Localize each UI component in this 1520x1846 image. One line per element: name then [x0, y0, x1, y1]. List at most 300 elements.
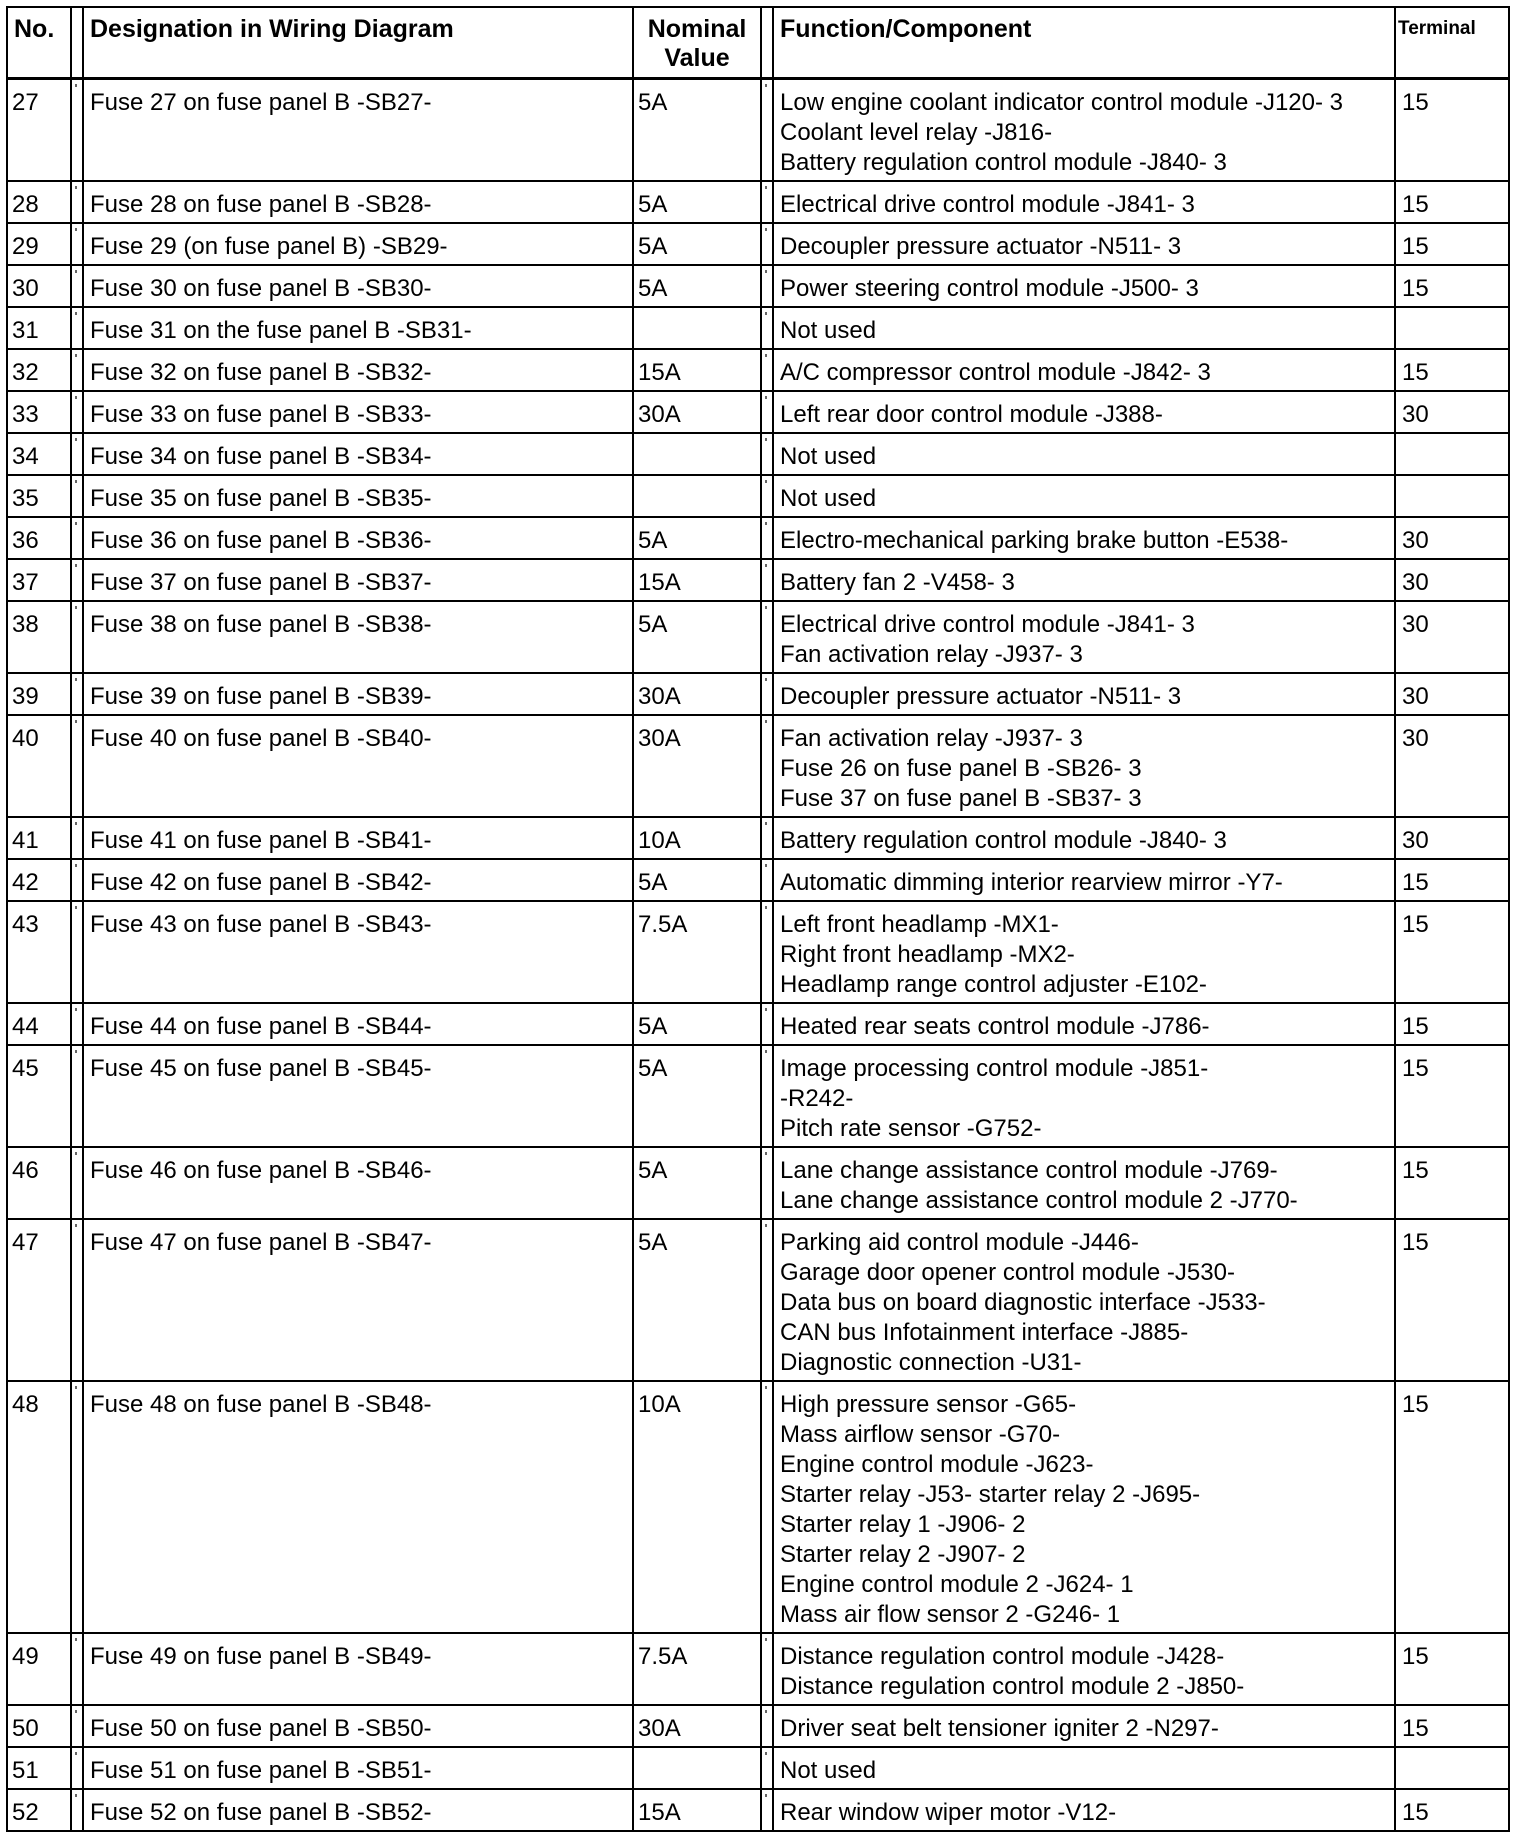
fuse-row-30: [7, 265, 1509, 307]
function-component-line: Battery fan 2 -V458- 3: [780, 569, 1015, 596]
cell-marker: [75, 822, 77, 825]
fuse-nominal-value: 15A: [633, 349, 761, 391]
header-nominal-line2: Value: [664, 44, 730, 72]
cell-marker: [75, 312, 77, 315]
cell-marker: [765, 1152, 767, 1155]
function-component-line: Fan activation relay -J937- 3: [780, 641, 1083, 668]
fuse-nominal-value: 15A: [633, 559, 761, 601]
function-component-line: -R242-: [780, 1085, 854, 1112]
fuse-number: 41: [7, 817, 71, 859]
fuse-row-50: [7, 1705, 1509, 1747]
fuse-function-components: [773, 1003, 1395, 1045]
row-spacer: [761, 223, 773, 265]
function-component-line: Battery regulation control module -J840- 3: [780, 149, 1227, 176]
cell-marker: [75, 1638, 77, 1641]
row-spacer: [71, 1747, 83, 1789]
fuse-terminal: 15: [1395, 1381, 1509, 1633]
cell-marker: [75, 1710, 77, 1713]
function-component-line: Battery regulation control module -J840- 3: [780, 827, 1227, 854]
cell-marker: [75, 270, 77, 273]
function-component-line: Coolant level relay -J816-: [780, 119, 1053, 146]
fuse-designation: Fuse 36 on fuse panel B -SB36-: [83, 517, 633, 559]
fuse-row-36: [7, 517, 1509, 559]
row-spacer: [761, 349, 773, 391]
fuse-terminal: 15: [1395, 1045, 1509, 1147]
row-spacer: [71, 1633, 83, 1705]
fuse-designation: Fuse 27 on fuse panel B -SB27-: [83, 79, 633, 182]
fuse-row-40: [7, 715, 1509, 817]
header-designation: Designation in Wiring Diagram: [83, 7, 633, 79]
fuse-nominal-value: 5A: [633, 265, 761, 307]
cell-marker: [75, 438, 77, 441]
function-component-line: CAN bus Infotainment interface -J885-: [780, 1319, 1189, 1346]
fuse-designation: Fuse 42 on fuse panel B -SB42-: [83, 859, 633, 901]
fuse-function-components: [773, 181, 1395, 223]
fuse-function-components: [773, 391, 1395, 433]
cell-marker: [75, 678, 77, 681]
function-component-line: Power steering control module -J500- 3: [780, 275, 1199, 302]
fuse-row-47: [7, 1219, 1509, 1381]
row-spacer: [761, 1633, 773, 1705]
fuse-terminal: 15: [1395, 1633, 1509, 1705]
cell-marker: [765, 1752, 767, 1755]
fuse-number: 27: [7, 79, 71, 182]
fuse-terminal: 15: [1395, 1789, 1509, 1831]
fuse-number: 31: [7, 307, 71, 349]
fuse-designation: Fuse 29 (on fuse panel B) -SB29-: [83, 223, 633, 265]
fuse-function-components: [773, 1147, 1395, 1219]
function-component-line: Starter relay 1 -J906- 2: [780, 1511, 1026, 1538]
row-spacer: [71, 181, 83, 223]
row-spacer: [71, 391, 83, 433]
header-spacer: [71, 7, 83, 79]
fuse-nominal-value: 5A: [633, 1147, 761, 1219]
fuse-nominal-value: [633, 307, 761, 349]
fuse-terminal: 15: [1395, 265, 1509, 307]
fuse-terminal: [1395, 475, 1509, 517]
fuse-function-components: [773, 307, 1395, 349]
fuse-designation: Fuse 40 on fuse panel B -SB40-: [83, 715, 633, 817]
cell-marker: [75, 396, 77, 399]
function-component-line: Fan activation relay -J937- 3: [780, 725, 1083, 752]
fuse-row-41: [7, 817, 1509, 859]
fuse-number: 45: [7, 1045, 71, 1147]
fuse-terminal: 30: [1395, 715, 1509, 817]
fuse-function-components: [773, 1381, 1395, 1633]
row-spacer: [71, 715, 83, 817]
row-spacer: [71, 601, 83, 673]
fuse-number: 44: [7, 1003, 71, 1045]
fuse-row-52: [7, 1789, 1509, 1831]
fuse-number: 38: [7, 601, 71, 673]
fuse-terminal: 30: [1395, 391, 1509, 433]
fuse-function-components: [773, 901, 1395, 1003]
fuse-function-components: [773, 1045, 1395, 1147]
header-function: Function/Component: [773, 7, 1395, 79]
fuse-number: 33: [7, 391, 71, 433]
fuse-nominal-value: [633, 433, 761, 475]
fuse-row-46: [7, 1147, 1509, 1219]
row-spacer: [761, 1045, 773, 1147]
function-component-line: A/C compressor control module -J842- 3: [780, 359, 1211, 386]
cell-marker: [75, 1152, 77, 1155]
cell-marker: [75, 1794, 77, 1797]
fuse-nominal-value: 7.5A: [633, 901, 761, 1003]
function-component-line: Distance regulation control module 2 -J850-: [780, 1673, 1245, 1700]
fuse-terminal: [1395, 307, 1509, 349]
fuse-row-39: [7, 673, 1509, 715]
fuse-table: [6, 6, 1510, 1832]
fuse-nominal-value: 30A: [633, 1705, 761, 1747]
function-component-line: Parking aid control module -J446-: [780, 1229, 1139, 1256]
function-component-line: Left rear door control module -J388-: [780, 401, 1163, 428]
function-component-line: Fuse 37 on fuse panel B -SB37- 3: [780, 785, 1142, 812]
row-spacer: [71, 901, 83, 1003]
header-terminal: Terminal: [1395, 7, 1509, 79]
fuse-row-29: [7, 223, 1509, 265]
fuse-nominal-value: 15A: [633, 1789, 761, 1831]
cell-marker: [75, 354, 77, 357]
fuse-number: 36: [7, 517, 71, 559]
fuse-terminal: 15: [1395, 1705, 1509, 1747]
fuse-nominal-value: 10A: [633, 817, 761, 859]
fuse-nominal-value: 5A: [633, 223, 761, 265]
cell-marker: [75, 564, 77, 567]
row-spacer: [71, 307, 83, 349]
function-component-line: Garage door opener control module -J530-: [780, 1259, 1235, 1286]
row-spacer: [761, 715, 773, 817]
cell-marker: [765, 678, 767, 681]
fuse-row-38: [7, 601, 1509, 673]
row-spacer: [71, 223, 83, 265]
fuse-function-components: [773, 433, 1395, 475]
row-spacer: [761, 901, 773, 1003]
cell-marker: [765, 354, 767, 357]
fuse-number: 35: [7, 475, 71, 517]
cell-marker: [75, 1224, 77, 1227]
function-component-line: Not used: [780, 1757, 877, 1784]
cell-marker: [765, 270, 767, 273]
function-component-line: Starter relay 2 -J907- 2: [780, 1541, 1026, 1568]
fuse-row-33: [7, 391, 1509, 433]
fuse-row-43: [7, 901, 1509, 1003]
fuse-nominal-value: 30A: [633, 391, 761, 433]
row-spacer: [761, 859, 773, 901]
function-component-line: Automatic dimming interior rearview mirror -Y7-: [780, 869, 1283, 896]
function-component-line: Right front headlamp -MX2-: [780, 941, 1075, 968]
fuse-row-35: [7, 475, 1509, 517]
row-spacer: [71, 265, 83, 307]
cell-marker: [765, 1050, 767, 1053]
fuse-nominal-value: [633, 475, 761, 517]
fuse-number: 34: [7, 433, 71, 475]
row-spacer: [71, 559, 83, 601]
function-component-line: Low engine coolant indicator control module -J120- 3: [780, 89, 1344, 116]
fuse-number: 46: [7, 1147, 71, 1219]
row-spacer: [761, 1789, 773, 1831]
function-component-line: High pressure sensor -G65-: [780, 1391, 1077, 1418]
fuse-function-components: [773, 817, 1395, 859]
fuse-nominal-value: 5A: [633, 1003, 761, 1045]
function-component-line: Not used: [780, 317, 877, 344]
header-no: No.: [7, 7, 71, 79]
fuse-designation: Fuse 33 on fuse panel B -SB33-: [83, 391, 633, 433]
fuse-nominal-value: 5A: [633, 1045, 761, 1147]
row-spacer: [761, 79, 773, 182]
fuse-nominal-value: 5A: [633, 181, 761, 223]
fuse-designation: Fuse 49 on fuse panel B -SB49-: [83, 1633, 633, 1705]
fuse-number: 32: [7, 349, 71, 391]
row-spacer: [71, 79, 83, 182]
row-spacer: [71, 1705, 83, 1747]
fuse-terminal: 15: [1395, 1003, 1509, 1045]
cell-marker: [765, 1710, 767, 1713]
function-component-line: Pitch rate sensor -G752-: [780, 1115, 1042, 1142]
fuse-function-components: [773, 517, 1395, 559]
fuse-nominal-value: [633, 1747, 761, 1789]
fuse-nominal-value: 30A: [633, 715, 761, 817]
row-spacer: [761, 265, 773, 307]
fuse-row-27: [7, 79, 1509, 182]
fuse-terminal: 15: [1395, 1147, 1509, 1219]
fuse-number: 30: [7, 265, 71, 307]
fuse-function-components: [773, 349, 1395, 391]
function-component-line: Electrical drive control module -J841- 3: [780, 191, 1195, 218]
row-spacer: [761, 475, 773, 517]
fuse-designation: Fuse 38 on fuse panel B -SB38-: [83, 601, 633, 673]
fuse-designation: Fuse 30 on fuse panel B -SB30-: [83, 265, 633, 307]
fuse-terminal: 15: [1395, 349, 1509, 391]
function-component-line: Driver seat belt tensioner igniter 2 -N297-: [780, 1715, 1219, 1742]
function-component-line: Decoupler pressure actuator -N511- 3: [780, 683, 1182, 710]
cell-marker: [75, 720, 77, 723]
function-component-line: Heated rear seats control module -J786-: [780, 1013, 1210, 1040]
cell-marker: [765, 606, 767, 609]
fuse-nominal-value: 10A: [633, 1381, 761, 1633]
cell-marker: [75, 480, 77, 483]
fuse-designation: Fuse 37 on fuse panel B -SB37-: [83, 559, 633, 601]
cell-marker: [765, 312, 767, 315]
cell-marker: [765, 522, 767, 525]
row-spacer: [71, 1219, 83, 1381]
fuse-number: 37: [7, 559, 71, 601]
cell-marker: [765, 864, 767, 867]
fuse-function-components: [773, 475, 1395, 517]
function-component-line: Not used: [780, 485, 877, 512]
function-component-line: Electro-mechanical parking brake button -E538-: [780, 527, 1289, 554]
fuse-function-components: [773, 673, 1395, 715]
fuse-number: 29: [7, 223, 71, 265]
fuse-row-34: [7, 433, 1509, 475]
row-spacer: [71, 433, 83, 475]
fuse-terminal: 15: [1395, 1219, 1509, 1381]
cell-marker: [75, 1050, 77, 1053]
row-spacer: [761, 1219, 773, 1381]
fuse-row-49: [7, 1633, 1509, 1705]
fuse-designation: Fuse 32 on fuse panel B -SB32-: [83, 349, 633, 391]
function-component-line: Diagnostic connection -U31-: [780, 1349, 1082, 1376]
fuse-nominal-value: 5A: [633, 79, 761, 182]
fuse-terminal: 15: [1395, 181, 1509, 223]
fuse-row-51: [7, 1747, 1509, 1789]
fuse-designation: Fuse 48 on fuse panel B -SB48-: [83, 1381, 633, 1633]
function-component-line: Not used: [780, 443, 877, 470]
fuse-designation: Fuse 31 on the fuse panel B -SB31-: [83, 307, 633, 349]
fuse-function-components: [773, 559, 1395, 601]
row-spacer: [71, 859, 83, 901]
fuse-function-components: [773, 1705, 1395, 1747]
function-component-line: Headlamp range control adjuster -E102-: [780, 971, 1207, 998]
function-component-line: Decoupler pressure actuator -N511- 3: [780, 233, 1182, 260]
row-spacer: [71, 1045, 83, 1147]
cell-marker: [765, 1638, 767, 1641]
row-spacer: [71, 475, 83, 517]
function-component-line: Data bus on board diagnostic interface -J533-: [780, 1289, 1266, 1316]
function-component-line: Rear window wiper motor -V12-: [780, 1799, 1117, 1826]
cell-marker: [765, 1224, 767, 1227]
row-spacer: [761, 1003, 773, 1045]
fuse-function-components: [773, 265, 1395, 307]
function-component-line: Distance regulation control module -J428-: [780, 1643, 1225, 1670]
cell-marker: [765, 906, 767, 909]
function-component-line: Fuse 26 on fuse panel B -SB26- 3: [780, 755, 1142, 782]
row-spacer: [71, 349, 83, 391]
cell-marker: [75, 1752, 77, 1755]
fuse-terminal: 15: [1395, 79, 1509, 182]
fuse-number: 50: [7, 1705, 71, 1747]
fuse-nominal-value: 5A: [633, 1219, 761, 1381]
fuse-terminal: [1395, 433, 1509, 475]
fuse-number: 51: [7, 1747, 71, 1789]
row-spacer: [761, 433, 773, 475]
fuse-number: 28: [7, 181, 71, 223]
fuse-designation: Fuse 35 on fuse panel B -SB35-: [83, 475, 633, 517]
cell-marker: [75, 522, 77, 525]
fuse-number: 42: [7, 859, 71, 901]
row-spacer: [71, 673, 83, 715]
fuse-number: 40: [7, 715, 71, 817]
function-component-line: Electrical drive control module -J841- 3: [780, 611, 1195, 638]
cell-marker: [75, 606, 77, 609]
fuse-designation: Fuse 34 on fuse panel B -SB34-: [83, 433, 633, 475]
cell-marker: [765, 1386, 767, 1389]
cell-marker: [75, 1008, 77, 1011]
fuse-row-45: [7, 1045, 1509, 1147]
cell-marker: [765, 720, 767, 723]
fuse-terminal: 15: [1395, 859, 1509, 901]
row-spacer: [71, 1147, 83, 1219]
row-spacer: [761, 1705, 773, 1747]
fuse-function-components: [773, 601, 1395, 673]
fuse-function-components: [773, 79, 1395, 182]
fuse-row-37: [7, 559, 1509, 601]
fuse-terminal: 15: [1395, 901, 1509, 1003]
header-nominal-value: [633, 7, 761, 79]
header-nominal-line1: Nominal: [647, 15, 747, 43]
row-spacer: [761, 601, 773, 673]
fuse-function-components: [773, 1219, 1395, 1381]
function-component-line: Mass airflow sensor -G70-: [780, 1421, 1061, 1448]
row-spacer: [71, 517, 83, 559]
fuse-designation: Fuse 45 on fuse panel B -SB45-: [83, 1045, 633, 1147]
fuse-designation: Fuse 41 on fuse panel B -SB41-: [83, 817, 633, 859]
fuse-designation: Fuse 44 on fuse panel B -SB44-: [83, 1003, 633, 1045]
fuse-designation: Fuse 46 on fuse panel B -SB46-: [83, 1147, 633, 1219]
cell-marker: [765, 228, 767, 231]
fuse-row-42: [7, 859, 1509, 901]
fuse-nominal-value: 5A: [633, 517, 761, 559]
fuse-row-48: [7, 1381, 1509, 1633]
fuse-terminal: 15: [1395, 223, 1509, 265]
row-spacer: [71, 1381, 83, 1633]
row-spacer: [761, 1147, 773, 1219]
fuse-function-components: [773, 1633, 1395, 1705]
cell-marker: [765, 1794, 767, 1797]
fuse-number: 43: [7, 901, 71, 1003]
cell-marker: [765, 186, 767, 189]
row-spacer: [761, 307, 773, 349]
row-spacer: [71, 817, 83, 859]
cell-marker: [765, 822, 767, 825]
function-component-line: Engine control module -J623-: [780, 1451, 1094, 1478]
cell-marker: [75, 186, 77, 189]
function-component-line: Left front headlamp -MX1-: [780, 911, 1059, 938]
fuse-terminal: 30: [1395, 673, 1509, 715]
function-component-line: Starter relay -J53- starter relay 2 -J695-: [780, 1481, 1201, 1508]
cell-marker: [765, 84, 767, 87]
fuse-number: 48: [7, 1381, 71, 1633]
fuse-function-components: [773, 715, 1395, 817]
function-component-line: Mass air flow sensor 2 -G246- 1: [780, 1601, 1121, 1628]
cell-marker: [765, 564, 767, 567]
header-row: [7, 7, 1509, 79]
fuse-nominal-value: 7.5A: [633, 1633, 761, 1705]
cell-marker: [75, 84, 77, 87]
fuse-row-44: [7, 1003, 1509, 1045]
fuse-row-28: [7, 181, 1509, 223]
fuse-designation: Fuse 43 on fuse panel B -SB43-: [83, 901, 633, 1003]
function-component-line: Lane change assistance control module 2 -J770-: [780, 1187, 1298, 1214]
fuse-row-32: [7, 349, 1509, 391]
row-spacer: [761, 1381, 773, 1633]
fuse-terminal: 30: [1395, 817, 1509, 859]
cell-marker: [765, 480, 767, 483]
row-spacer: [761, 559, 773, 601]
cell-marker: [765, 1008, 767, 1011]
fuse-function-components: [773, 1747, 1395, 1789]
fuse-number: 47: [7, 1219, 71, 1381]
fuse-nominal-value: 5A: [633, 859, 761, 901]
fuse-designation: Fuse 39 on fuse panel B -SB39-: [83, 673, 633, 715]
fuse-number: 49: [7, 1633, 71, 1705]
fuse-terminal: 30: [1395, 601, 1509, 673]
row-spacer: [761, 1747, 773, 1789]
cell-marker: [75, 1386, 77, 1389]
fuse-terminal: [1395, 1747, 1509, 1789]
fuse-designation: Fuse 52 on fuse panel B -SB52-: [83, 1789, 633, 1831]
fuse-terminal: 30: [1395, 559, 1509, 601]
fuse-number: 39: [7, 673, 71, 715]
fuse-designation: Fuse 28 on fuse panel B -SB28-: [83, 181, 633, 223]
fuse-terminal: 30: [1395, 517, 1509, 559]
row-spacer: [761, 391, 773, 433]
row-spacer: [761, 181, 773, 223]
fuse-designation: Fuse 47 on fuse panel B -SB47-: [83, 1219, 633, 1381]
header-spacer: [761, 7, 773, 79]
row-spacer: [761, 817, 773, 859]
row-spacer: [761, 673, 773, 715]
function-component-line: Image processing control module -J851-: [780, 1055, 1209, 1082]
